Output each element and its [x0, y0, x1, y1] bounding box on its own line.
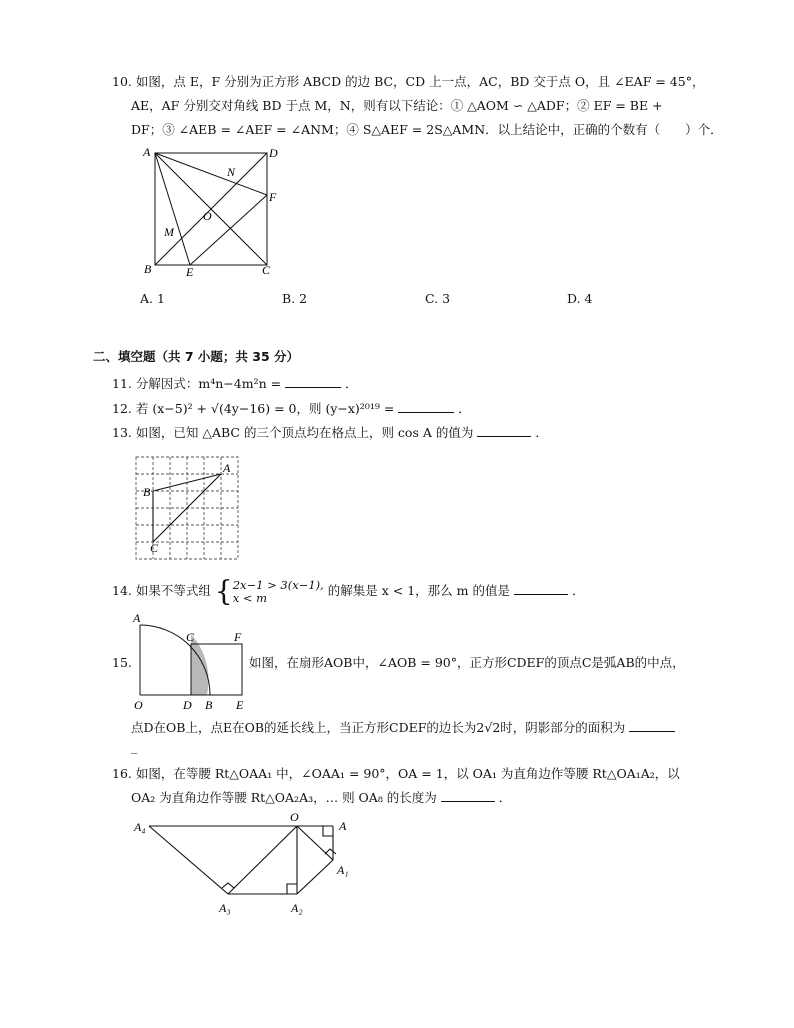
- q10-option-c[interactable]: C. 3: [425, 291, 451, 306]
- q13-text: 如图，已知 △ABC 的三个顶点均在格点上，则 cos A 的值为: [135, 425, 474, 440]
- q10-figure-square: [138, 140, 288, 278]
- q11: [112, 375, 358, 393]
- q10-text-line1: 如图，点 E，F 分别为正方形 ABCD 的边 BC，CD 上一点，AC，BD 交于点 O，且 ∠EAF = 45°，: [135, 74, 705, 89]
- q10-option-b[interactable]: B. 2: [282, 291, 308, 306]
- q12: [112, 400, 471, 418]
- q16-right-angle-a-icon: [323, 826, 333, 836]
- q10-label-a: A: [143, 145, 151, 159]
- q12-end: ．: [458, 401, 471, 416]
- q11-end: ．: [345, 376, 358, 391]
- q16-label-o: O: [290, 810, 299, 824]
- q14-system: [233, 579, 324, 605]
- q10-line1: [112, 73, 704, 91]
- q10-text-line2: AE，AF 分别交对角线 BD 于点 M，N，则有以下结论：① △AOM ∽ △ADF；② EF = BE +: [131, 98, 663, 113]
- q11-answer-blank[interactable]: [285, 375, 341, 388]
- q15-label-o: O: [134, 698, 143, 712]
- q14-brace-icon: {: [214, 574, 233, 608]
- q13-label-b: B: [143, 485, 151, 499]
- q10-option-d[interactable]: D. 4: [567, 291, 593, 306]
- q15-label-a: A: [133, 611, 141, 625]
- q12-number: 12.: [112, 401, 132, 416]
- q16-right-angle-a3-icon: [222, 883, 234, 888]
- q16-answer-blank[interactable]: [441, 789, 495, 802]
- q10-label-m: M: [164, 225, 174, 239]
- q13: [112, 424, 548, 442]
- q10-label-e: E: [186, 265, 194, 278]
- q10-text-line3: DF；③ ∠AEB = ∠AEF = ∠ANM；④ S△AEF = 2S△AMN．以上结论中，正确的个数有（ ）个．: [131, 122, 723, 137]
- q16-number: 16.: [112, 766, 132, 781]
- q12-answer-blank[interactable]: [398, 400, 454, 413]
- q15-number: 15.: [112, 655, 132, 670]
- q15-label-d: D: [183, 698, 192, 712]
- q15-text-line1: 如图，在扇形AOB中，∠AOB = 90°，正方形CDEF的顶点C是弧AB的中点，: [249, 655, 685, 670]
- q16-text-line1: 如图，在等腰 Rt△OAA₁ 中，∠OAA₁ = 90°，OA = 1，以 OA₁ 为直角边作等腰 Rt△OA₁A₂，以: [135, 766, 680, 781]
- q14-answer-blank[interactable]: [514, 582, 568, 595]
- q16-label-a2: A₂: [291, 901, 303, 915]
- q10-segment-ef: [190, 195, 267, 265]
- q11-number: 11.: [112, 376, 132, 391]
- q13-answer-blank[interactable]: [477, 424, 531, 437]
- q10-segment-af: [155, 153, 267, 195]
- q16-figure-triangles: [130, 808, 365, 920]
- section2-title: 二、填空题（共 7 小题；共 35 分）: [93, 349, 300, 364]
- q16-line-a4-a3: [149, 826, 228, 894]
- q11-text: 分解因式：m⁴n−4m²n =: [135, 376, 286, 391]
- q10-label-c: C: [262, 263, 271, 277]
- q15-text-line3: _: [131, 739, 138, 754]
- q15-label-b: B: [205, 698, 213, 712]
- q13-end: ．: [535, 425, 548, 440]
- q16-label-a: A: [339, 819, 347, 833]
- q16-right-angle-a2-icon: [287, 884, 297, 894]
- q14-pre: 如果不等式组: [135, 583, 211, 598]
- q16-label-a1: A₁: [337, 863, 349, 877]
- q13-figure-grid: [132, 452, 248, 562]
- q10-label-b: B: [144, 262, 152, 276]
- q10-label-n: N: [227, 165, 236, 179]
- q16-line-o-a1: [297, 826, 333, 860]
- q14-number: 14.: [112, 583, 132, 598]
- q10-label-d: D: [269, 146, 278, 160]
- q14-system-line1: 2x−1 > 3(x−1),: [232, 577, 324, 592]
- q15-figure-sector: [130, 608, 255, 713]
- q15-answer-blank[interactable]: [629, 719, 675, 732]
- q16-line-a2-a1: [297, 860, 333, 894]
- q14: [112, 576, 584, 606]
- q14-end: ．: [571, 583, 585, 598]
- q15-text-line2: 点D在OB上，点E在OB的延长线上，当正方形CDEF的边长为2√2时，阴影部分的面积为: [131, 720, 626, 735]
- q10-label-o: O: [203, 209, 212, 223]
- q12-text: 若 (x−5)² + √(4y−16) = 0，则 (y−x)²⁰¹⁹ =: [135, 401, 399, 416]
- q15-label-c: C: [186, 630, 195, 644]
- q16-label-a3: A₃: [219, 901, 231, 915]
- q15-label-f: F: [234, 630, 242, 644]
- q15-line2: [131, 719, 675, 737]
- q10-number: 10.: [112, 74, 132, 89]
- q14-system-line2: x < m: [232, 590, 268, 605]
- q16-end: ．: [498, 790, 512, 805]
- q13-label-c: C: [150, 541, 159, 555]
- q10-option-a[interactable]: A. 1: [140, 291, 165, 306]
- q16-line2: [131, 789, 511, 807]
- q10-label-f: F: [269, 190, 277, 204]
- q13-number: 13.: [112, 425, 132, 440]
- q16-label-a4: A₄: [134, 820, 146, 834]
- q14-post: 的解集是 x < 1，那么 m 的值是: [327, 583, 510, 598]
- q13-label-a: A: [223, 461, 231, 475]
- q16-text-line2: OA₂ 为直角边作等腰 Rt△OA₂A₃，… 则 OA₈ 的长度为: [131, 790, 437, 805]
- q16-line1: [112, 765, 680, 783]
- q15-label-e: E: [236, 698, 244, 712]
